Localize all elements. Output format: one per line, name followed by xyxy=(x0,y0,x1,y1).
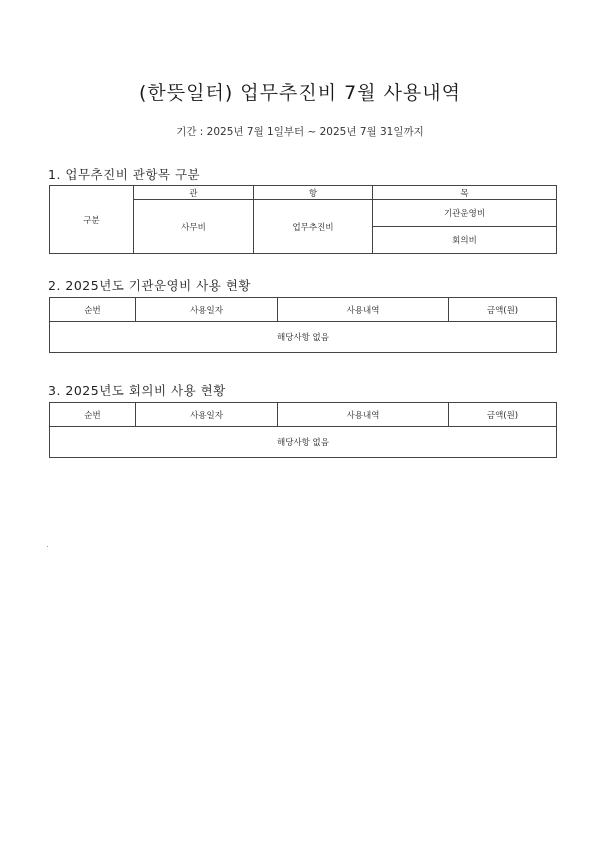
meeting-expense-table xyxy=(49,402,557,458)
empty-message: 해당사항 없음 xyxy=(50,427,557,458)
header-hang: 항 xyxy=(254,186,373,200)
hang-value: 업무추진비 xyxy=(254,200,373,254)
header-mok: 목 xyxy=(373,186,557,200)
header-gwan: 관 xyxy=(134,186,254,200)
header-amount: 금액(원) xyxy=(449,403,557,427)
period-text: 기간 : 2025년 7월 1일부터 ~ 2025년 7월 31일까지 xyxy=(176,126,424,138)
section2-heading: 2. 2025년도 기관운영비 사용 현황 xyxy=(48,278,251,293)
mok-value-operating: 기관운영비 xyxy=(373,200,557,227)
header-seq: 순번 xyxy=(50,298,136,322)
page-title: (한뜻일터) 업무추진비 7월 사용내역 xyxy=(139,82,461,104)
header-date: 사용일자 xyxy=(136,298,278,322)
gwan-value: 사무비 xyxy=(134,200,254,254)
header-date: 사용일자 xyxy=(136,403,278,427)
header-seq: 순번 xyxy=(50,403,136,427)
mok-value-meeting: 회의비 xyxy=(373,227,557,254)
row-label-cell: 구분 xyxy=(50,186,134,254)
section3-heading: 3. 2025년도 회의비 사용 현황 xyxy=(48,383,226,398)
header-amount: 금액(원) xyxy=(449,298,557,322)
empty-message: 해당사항 없음 xyxy=(50,322,557,353)
header-detail: 사용내역 xyxy=(278,298,449,322)
account-category-table xyxy=(49,185,557,254)
section1-heading: 1. 업무추진비 관항목 구분 xyxy=(48,167,201,182)
header-detail: 사용내역 xyxy=(278,403,449,427)
operating-expense-table xyxy=(49,297,557,353)
scan-speck xyxy=(47,546,48,547)
